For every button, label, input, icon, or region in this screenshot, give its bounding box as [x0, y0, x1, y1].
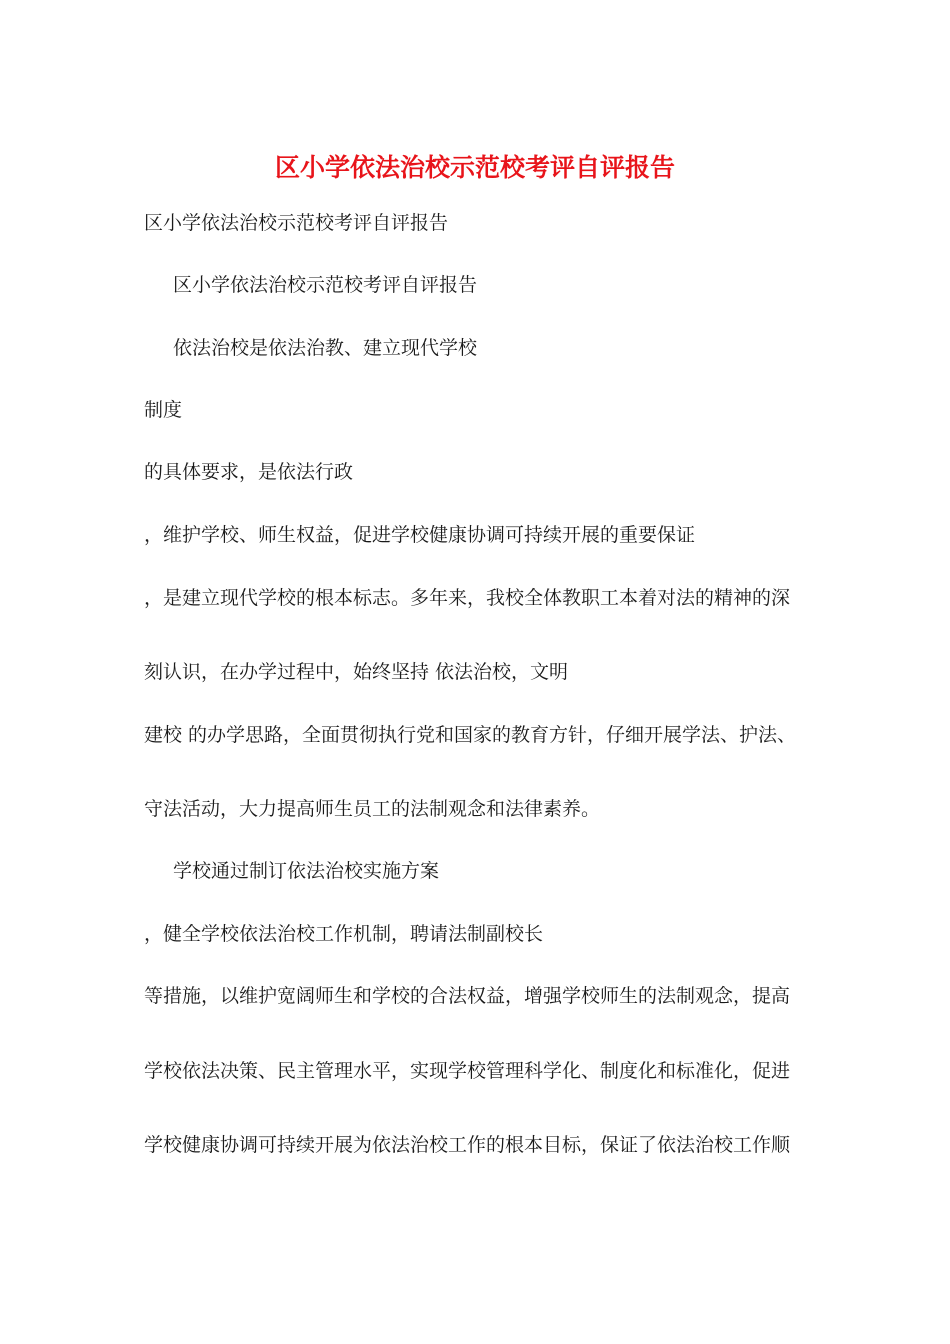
body-line: 制度 [144, 399, 183, 421]
body-line: 刻认识，在办学过程中，始终坚持 依法治校，文明 [144, 661, 569, 683]
body-line: 依法治校是依法治教、建立现代学校 [173, 337, 478, 359]
body-line: 等措施，以维护宽阔师生和学校的合法权益，增强学校师生的法制观念，提高 [144, 985, 791, 1007]
body-line: 区小学依法治校示范校考评自评报告 [173, 274, 478, 296]
body-line: 学校依法决策、民主管理水平，实现学校管理科学化、制度化和标准化，促进 [144, 1060, 791, 1082]
body-line: ，健全学校依法治校工作机制，聘请法制副校长 [144, 923, 544, 945]
document-title: 区小学依法治校示范校考评自评报告 [274, 153, 675, 182]
body-line: 学校通过制订依法治校实施方案 [173, 860, 440, 882]
body-line: 建校 的办学思路，全面贯彻执行党和国家的教育方针，仔细开展学法、护法、 [144, 724, 797, 746]
body-line: 守法活动，大力提高师生员工的法制观念和法律素养。 [144, 798, 601, 820]
body-line: 区小学依法治校示范校考评自评报告 [144, 212, 449, 234]
body-line: 学校健康协调可持续开展为依法治校工作的根本目标，保证了依法治校工作顺 [144, 1134, 791, 1156]
body-line: ，是建立现代学校的根本标志。多年来，我校全体教职工本着对法的精神的深 [144, 587, 791, 609]
body-line: ，维护学校、师生权益，促进学校健康协调可持续开展的重要保证 [144, 524, 696, 546]
body-line: 的具体要求，是依法行政 [144, 461, 354, 483]
